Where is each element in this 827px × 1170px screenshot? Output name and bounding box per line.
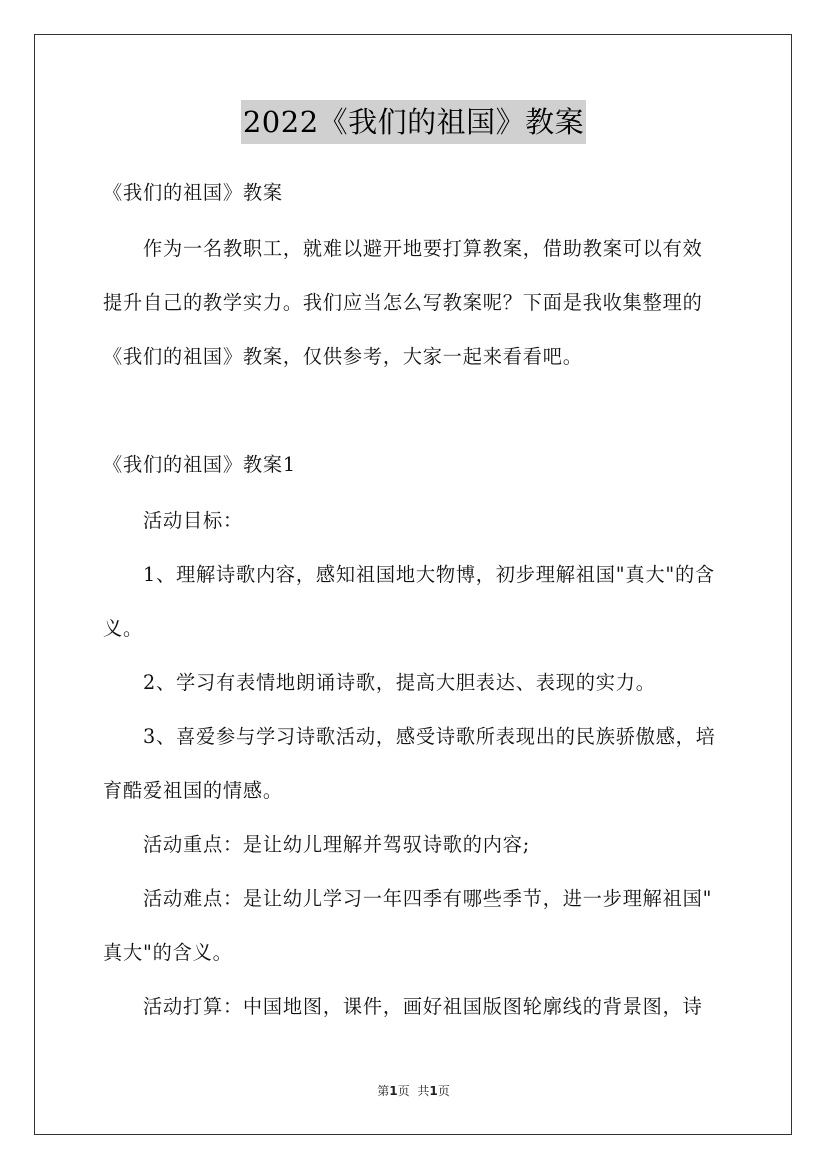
goal-2: 2、学习有表情地朗诵诗歌，提高大胆表达、表现的实力。 xyxy=(143,671,656,694)
document-title: 2022《我们的祖国》教案 xyxy=(241,100,586,144)
footer-page-prefix: 第 xyxy=(377,1084,390,1098)
intro-line-3: 《我们的祖国》教案，仅供参考，大家一起来看看吧。 xyxy=(103,345,583,368)
preparation: 活动打算：中国地图，课件，画好祖国版图轮廓线的背景图，诗 xyxy=(143,995,703,1018)
goal-3-line-1: 3、喜爱参与学习诗歌活动，感受诗歌所表现出的民族骄傲感，培 xyxy=(143,725,716,748)
goal-1-line-2: 义。 xyxy=(103,617,143,640)
intro-line-1: 作为一名教职工，就难以避开地要打算教案，借助教案可以有效 xyxy=(143,237,703,260)
footer-total-suffix: 页 xyxy=(437,1084,450,1098)
intro-line-2: 提升自己的教学实力。我们应当怎么写教案呢？下面是我收集整理的 xyxy=(103,291,703,314)
key-point: 活动重点：是让幼儿理解并驾驭诗歌的内容; xyxy=(143,833,531,856)
section-heading: 《我们的祖国》教案1 xyxy=(103,453,296,476)
document-subtitle: 《我们的祖国》教案 xyxy=(103,181,283,204)
footer-page-number: 1 xyxy=(389,1084,398,1098)
footer-total-pages: 1 xyxy=(429,1084,438,1098)
goal-3-line-2: 育酷爱祖国的情感。 xyxy=(103,779,283,802)
page-footer xyxy=(0,1083,827,1099)
goal-1-line-1: 1、理解诗歌内容，感知祖国地大物博，初步理解祖国"真大"的含 xyxy=(143,563,715,586)
footer-total-prefix: 共 xyxy=(417,1084,430,1098)
title-container xyxy=(0,100,827,144)
goals-heading: 活动目标： xyxy=(143,509,243,532)
difficulty-line-2: 真大"的含义。 xyxy=(103,941,233,964)
footer-page-suffix: 页 xyxy=(397,1084,410,1098)
difficulty-line-1: 活动难点：是让幼儿学习一年四季有哪些季节，进一步理解祖国" xyxy=(143,887,713,910)
